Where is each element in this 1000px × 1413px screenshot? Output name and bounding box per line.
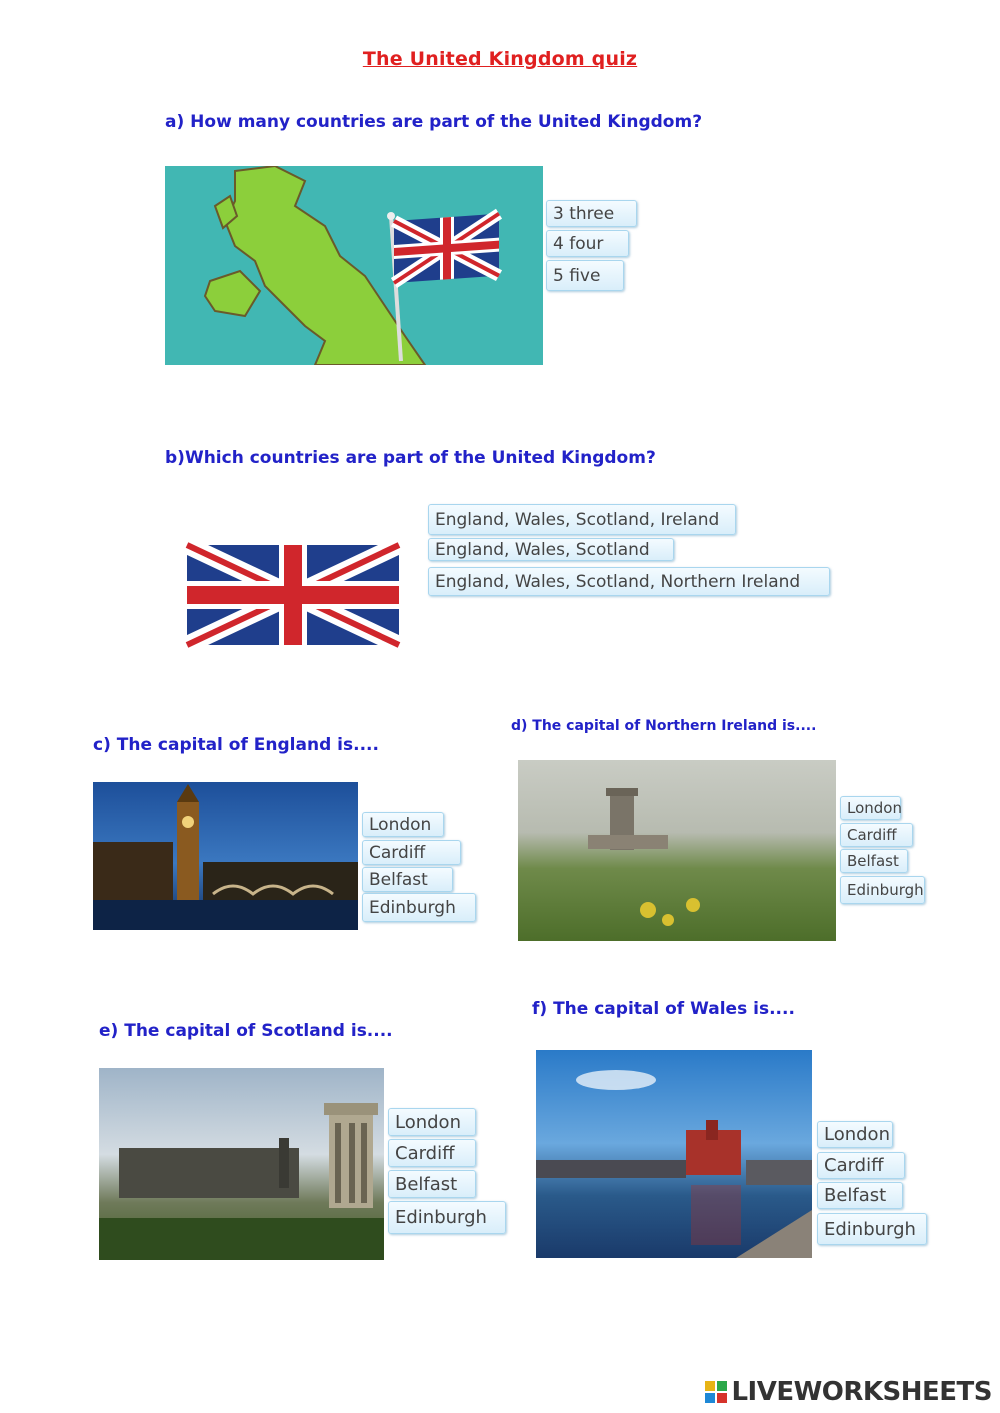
option-f-3[interactable]: Belfast [817, 1182, 903, 1209]
question-d-text: d) The capital of Northern Ireland is.... [511, 718, 817, 734]
option-a-1[interactable]: 3 three [546, 200, 637, 227]
page-title: The United Kingdom quiz [362, 48, 638, 70]
northern-ireland-image [518, 760, 836, 941]
liveworksheets-logo [705, 1377, 992, 1407]
option-e-1[interactable]: London [388, 1108, 476, 1136]
question-a-text: a) How many countries are part of the United Kingdom? [165, 112, 703, 132]
option-b-3[interactable]: England, Wales, Scotland, Northern Ireland [428, 567, 830, 596]
option-d-4[interactable]: Edinburgh [840, 876, 925, 904]
union-jack-image [165, 500, 423, 684]
option-d-1[interactable]: London [840, 796, 901, 820]
question-c-text: c) The capital of England is.... [93, 735, 379, 755]
option-d-3[interactable]: Belfast [840, 849, 908, 873]
option-c-1[interactable]: London [362, 812, 444, 837]
option-b-1[interactable]: England, Wales, Scotland, Ireland [428, 504, 736, 535]
cardiff-image [536, 1050, 812, 1258]
option-c-2[interactable]: Cardiff [362, 840, 461, 865]
logo-icon [705, 1381, 727, 1403]
option-e-3[interactable]: Belfast [388, 1170, 476, 1198]
option-f-4[interactable]: Edinburgh [817, 1213, 927, 1245]
uk-map-image [165, 166, 543, 365]
question-f-text: f) The capital of Wales is.... [532, 999, 795, 1019]
option-d-2[interactable]: Cardiff [840, 823, 913, 847]
option-b-2[interactable]: England, Wales, Scotland [428, 538, 674, 561]
option-f-1[interactable]: London [817, 1121, 893, 1148]
option-c-3[interactable]: Belfast [362, 867, 453, 892]
question-b-text: b)Which countries are part of the United Kingdom? [165, 448, 656, 468]
option-f-2[interactable]: Cardiff [817, 1152, 905, 1179]
question-e-text: e) The capital of Scotland is.... [99, 1021, 393, 1041]
logo-text: LIVEWORKSHEETS [731, 1377, 992, 1407]
option-a-2[interactable]: 4 four [546, 230, 629, 257]
edinburgh-image [99, 1068, 384, 1260]
london-image [93, 782, 358, 930]
option-e-2[interactable]: Cardiff [388, 1139, 476, 1167]
option-c-4[interactable]: Edinburgh [362, 893, 476, 922]
option-e-4[interactable]: Edinburgh [388, 1201, 506, 1234]
option-a-3[interactable]: 5 five [546, 260, 624, 291]
